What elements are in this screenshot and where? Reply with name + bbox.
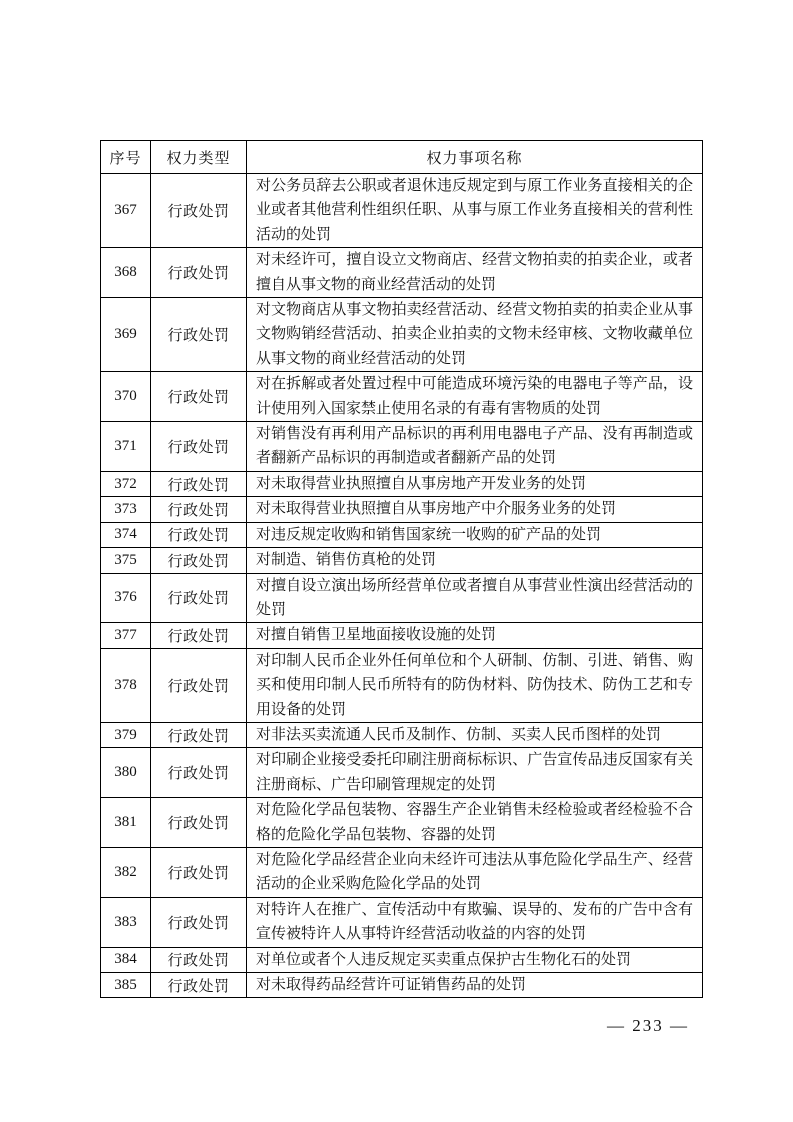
cell-serial-number: 379 bbox=[101, 722, 151, 747]
cell-power-type: 行政处罚 bbox=[151, 298, 247, 372]
cell-serial-number: 370 bbox=[101, 372, 151, 422]
table-row bbox=[101, 897, 703, 947]
header-power-type: 权力类型 bbox=[151, 141, 247, 174]
table-row bbox=[101, 372, 703, 422]
cell-power-item-name: 对未取得营业执照擅自从事房地产开发业务的处罚 bbox=[247, 471, 703, 496]
cell-serial-number: 372 bbox=[101, 471, 151, 496]
table-row bbox=[101, 573, 703, 623]
header-power-item-name: 权力事项名称 bbox=[247, 141, 703, 174]
cell-power-type: 行政处罚 bbox=[151, 798, 247, 848]
cell-serial-number: 381 bbox=[101, 798, 151, 848]
cell-serial-number: 385 bbox=[101, 973, 151, 998]
cell-power-type: 行政处罚 bbox=[151, 522, 247, 547]
cell-power-item-name: 对擅自设立演出场所经营单位或者擅自从事营业性演出经营活动的处罚 bbox=[247, 573, 703, 623]
cell-power-item-name: 对危险化学品经营企业向未经许可违法从事危险化学品生产、经营活动的企业采购危险化学品的处罚 bbox=[247, 847, 703, 897]
cell-power-type: 行政处罚 bbox=[151, 623, 247, 648]
cell-power-type: 行政处罚 bbox=[151, 372, 247, 422]
page-number: — 233 — bbox=[607, 1016, 689, 1035]
cell-power-item-name: 对违反规定收购和销售国家统一收购的矿产品的处罚 bbox=[247, 522, 703, 547]
cell-power-item-name: 对特许人在推广、宣传活动中有欺骗、误导的、发布的广告中含有宣传被特许人从事特许经营活动收益的内容的处罚 bbox=[247, 897, 703, 947]
cell-serial-number: 367 bbox=[101, 174, 151, 248]
cell-power-type: 行政处罚 bbox=[151, 748, 247, 798]
cell-power-item-name: 对制造、销售仿真枪的处罚 bbox=[247, 548, 703, 573]
cell-power-type: 行政处罚 bbox=[151, 422, 247, 472]
cell-power-type: 行政处罚 bbox=[151, 722, 247, 747]
cell-power-item-name: 对单位或者个人违反规定买卖重点保护古生物化石的处罚 bbox=[247, 947, 703, 972]
cell-serial-number: 369 bbox=[101, 298, 151, 372]
cell-serial-number: 371 bbox=[101, 422, 151, 472]
cell-serial-number: 368 bbox=[101, 248, 151, 298]
table-row bbox=[101, 722, 703, 747]
cell-power-item-name: 对在拆解或者处置过程中可能造成环境污染的电器电子等产品，设计使用列入国家禁止使用名录的有毒有害物质的处罚 bbox=[247, 372, 703, 422]
cell-serial-number: 375 bbox=[101, 548, 151, 573]
table-body bbox=[101, 174, 703, 998]
table-row bbox=[101, 522, 703, 547]
cell-power-item-name: 对未取得药品经营许可证销售药品的处罚 bbox=[247, 973, 703, 998]
table-row bbox=[101, 248, 703, 298]
table-row bbox=[101, 174, 703, 248]
cell-power-item-name: 对公务员辞去公职或者退休违反规定到与原工作业务直接相关的企业或者其他营利性组织任职、从事与原工作业务直接相关的营利性活动的处罚 bbox=[247, 174, 703, 248]
cell-power-type: 行政处罚 bbox=[151, 174, 247, 248]
cell-power-type: 行政处罚 bbox=[151, 548, 247, 573]
cell-power-type: 行政处罚 bbox=[151, 947, 247, 972]
table-row bbox=[101, 847, 703, 897]
table-row bbox=[101, 471, 703, 496]
cell-power-type: 行政处罚 bbox=[151, 573, 247, 623]
header-row bbox=[101, 141, 703, 174]
cell-serial-number: 376 bbox=[101, 573, 151, 623]
table-header bbox=[101, 141, 703, 174]
table-row bbox=[101, 422, 703, 472]
power-items-table bbox=[100, 140, 703, 998]
cell-serial-number: 384 bbox=[101, 947, 151, 972]
cell-serial-number: 382 bbox=[101, 847, 151, 897]
cell-power-item-name: 对销售没有再利用产品标识的再利用电器电子产品、没有再制造或者翻新产品标识的再制造或者翻新产品的处罚 bbox=[247, 422, 703, 472]
cell-power-type: 行政处罚 bbox=[151, 471, 247, 496]
cell-power-item-name: 对印制人民币企业外任何单位和个人研制、仿制、引进、销售、购买和使用印制人民币所特有的防伪材料、防伪技术、防伪工艺和专用设备的处罚 bbox=[247, 648, 703, 722]
table-row bbox=[101, 548, 703, 573]
cell-power-type: 行政处罚 bbox=[151, 973, 247, 998]
cell-serial-number: 377 bbox=[101, 623, 151, 648]
cell-power-type: 行政处罚 bbox=[151, 847, 247, 897]
cell-power-item-name: 对文物商店从事文物拍卖经营活动、经营文物拍卖的拍卖企业从事文物购销经营活动、拍卖企业拍卖的文物未经审核、文物收藏单位从事文物的商业经营活动的处罚 bbox=[247, 298, 703, 372]
table-row bbox=[101, 947, 703, 972]
table-row bbox=[101, 798, 703, 848]
cell-serial-number: 374 bbox=[101, 522, 151, 547]
table-row bbox=[101, 648, 703, 722]
cell-power-type: 行政处罚 bbox=[151, 497, 247, 522]
cell-power-item-name: 对印刷企业接受委托印刷注册商标标识、广告宣传品违反国家有关注册商标、广告印刷管理规定的处罚 bbox=[247, 748, 703, 798]
cell-power-type: 行政处罚 bbox=[151, 248, 247, 298]
cell-serial-number: 380 bbox=[101, 748, 151, 798]
cell-power-item-name: 对擅自销售卫星地面接收设施的处罚 bbox=[247, 623, 703, 648]
cell-power-item-name: 对未经许可，擅自设立文物商店、经营文物拍卖的拍卖企业，或者擅自从事文物的商业经营活动的处罚 bbox=[247, 248, 703, 298]
cell-power-type: 行政处罚 bbox=[151, 897, 247, 947]
table-row bbox=[101, 298, 703, 372]
cell-power-item-name: 对危险化学品包装物、容器生产企业销售未经检验或者经检验不合格的危险化学品包装物、容器的处罚 bbox=[247, 798, 703, 848]
table-row bbox=[101, 748, 703, 798]
cell-serial-number: 373 bbox=[101, 497, 151, 522]
table-row bbox=[101, 623, 703, 648]
header-serial-number: 序号 bbox=[101, 141, 151, 174]
table-row bbox=[101, 497, 703, 522]
cell-power-item-name: 对非法买卖流通人民币及制作、仿制、买卖人民币图样的处罚 bbox=[247, 722, 703, 747]
table-row bbox=[101, 973, 703, 998]
cell-power-type: 行政处罚 bbox=[151, 648, 247, 722]
cell-serial-number: 383 bbox=[101, 897, 151, 947]
cell-serial-number: 378 bbox=[101, 648, 151, 722]
cell-power-item-name: 对未取得营业执照擅自从事房地产中介服务业务的处罚 bbox=[247, 497, 703, 522]
